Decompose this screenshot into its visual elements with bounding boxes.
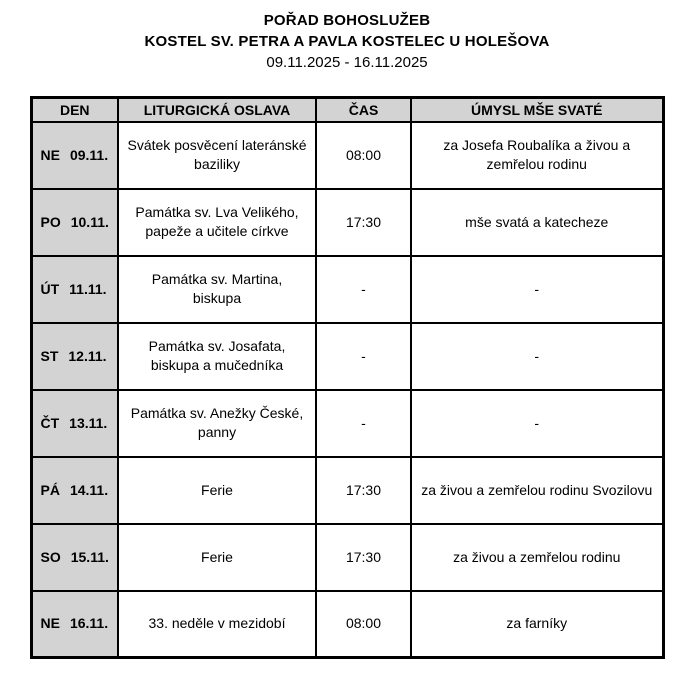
date-range: 09.11.2025 - 16.11.2025 bbox=[266, 54, 428, 71]
liturgical-celebration-cell: Památka sv. Anežky České, panny bbox=[118, 390, 316, 457]
liturgical-celebration-cell: Svátek posvěcení lateránské baziliky bbox=[118, 122, 316, 189]
table-row bbox=[31, 189, 663, 256]
mass-time-cell: 17:30 bbox=[316, 524, 411, 591]
day-abbreviation: SO bbox=[40, 548, 61, 565]
column-header-den: DEN bbox=[31, 98, 118, 122]
day-date: 11.11. bbox=[69, 280, 107, 297]
mass-intention-cell: - bbox=[411, 256, 663, 323]
column-header-cas: ČAS bbox=[316, 98, 411, 122]
document-header bbox=[0, 0, 694, 73]
day-abbreviation: PO bbox=[40, 213, 61, 230]
page-title: POŘAD BOHOSLUŽEB bbox=[263, 12, 431, 29]
day-cell bbox=[31, 256, 118, 323]
day-date: 12.11. bbox=[68, 347, 107, 364]
mass-time-cell: 17:30 bbox=[316, 189, 411, 256]
mass-intention-cell: mše svatá a katecheze bbox=[411, 189, 663, 256]
day-abbreviation: ČT bbox=[40, 414, 60, 431]
day-cell bbox=[31, 524, 118, 591]
day-date: 10.11. bbox=[70, 213, 109, 230]
day-cell bbox=[31, 591, 118, 658]
mass-time-cell: 08:00 bbox=[316, 591, 411, 658]
mass-intention-cell: za živou a zemřelou rodinu bbox=[411, 524, 663, 591]
table-row bbox=[31, 457, 663, 524]
mass-time-cell: - bbox=[316, 323, 411, 390]
day-abbreviation: NE bbox=[40, 615, 60, 632]
liturgical-celebration-cell: Památka sv. Josafata, biskupa a mučedníka bbox=[118, 323, 316, 390]
liturgical-celebration-cell: Památka sv. Lva Velikého, papeže a učitele církve bbox=[118, 189, 316, 256]
day-date: 14.11. bbox=[69, 481, 109, 498]
liturgical-celebration-cell: Památka sv. Martina, biskupa bbox=[118, 256, 316, 323]
liturgical-celebration-cell: Ferie bbox=[118, 457, 316, 524]
day-date: 09.11. bbox=[69, 146, 109, 163]
mass-time-cell: - bbox=[316, 256, 411, 323]
mass-time-cell: 17:30 bbox=[316, 457, 411, 524]
church-name: KOSTEL SV. PETRA A PAVLA KOSTELEC U HOLEŠOVA bbox=[144, 33, 550, 50]
schedule-table-body bbox=[31, 122, 663, 658]
day-abbreviation: NE bbox=[40, 146, 60, 163]
column-header-liturgicka-oslava: LITURGICKÁ OSLAVA bbox=[118, 98, 316, 122]
table-row bbox=[31, 390, 663, 457]
day-abbreviation: PÁ bbox=[40, 481, 60, 498]
day-cell bbox=[31, 390, 118, 457]
day-cell bbox=[31, 323, 118, 390]
day-date: 15.11. bbox=[70, 548, 109, 565]
mass-intention-cell: - bbox=[411, 323, 663, 390]
day-date: 13.11. bbox=[69, 414, 108, 431]
mass-intention-cell: - bbox=[411, 390, 663, 457]
mass-intention-cell: za živou a zemřelou rodinu Svozilovu bbox=[411, 457, 663, 524]
table-row bbox=[31, 256, 663, 323]
day-cell bbox=[31, 189, 118, 256]
table-row bbox=[31, 122, 663, 189]
schedule-table bbox=[30, 96, 665, 659]
day-date: 16.11. bbox=[69, 615, 109, 632]
day-abbreviation: ST bbox=[40, 347, 59, 364]
liturgical-celebration-cell: 33. neděle v mezidobí bbox=[118, 591, 316, 658]
day-cell bbox=[31, 457, 118, 524]
column-header-umysl-mse-svate: ÚMYSL MŠE SVATÉ bbox=[411, 98, 663, 122]
liturgical-celebration-cell: Ferie bbox=[118, 524, 316, 591]
day-cell bbox=[31, 122, 118, 189]
mass-time-cell: 08:00 bbox=[316, 122, 411, 189]
mass-intention-cell: za farníky bbox=[411, 591, 663, 658]
table-row bbox=[31, 323, 663, 390]
table-row bbox=[31, 524, 663, 591]
table-row bbox=[31, 591, 663, 658]
day-abbreviation: ÚT bbox=[40, 280, 60, 297]
table-header-row bbox=[31, 98, 663, 122]
mass-intention-cell: za Josefa Roubalíka a živou a zemřelou rodinu bbox=[411, 122, 663, 189]
mass-time-cell: - bbox=[316, 390, 411, 457]
